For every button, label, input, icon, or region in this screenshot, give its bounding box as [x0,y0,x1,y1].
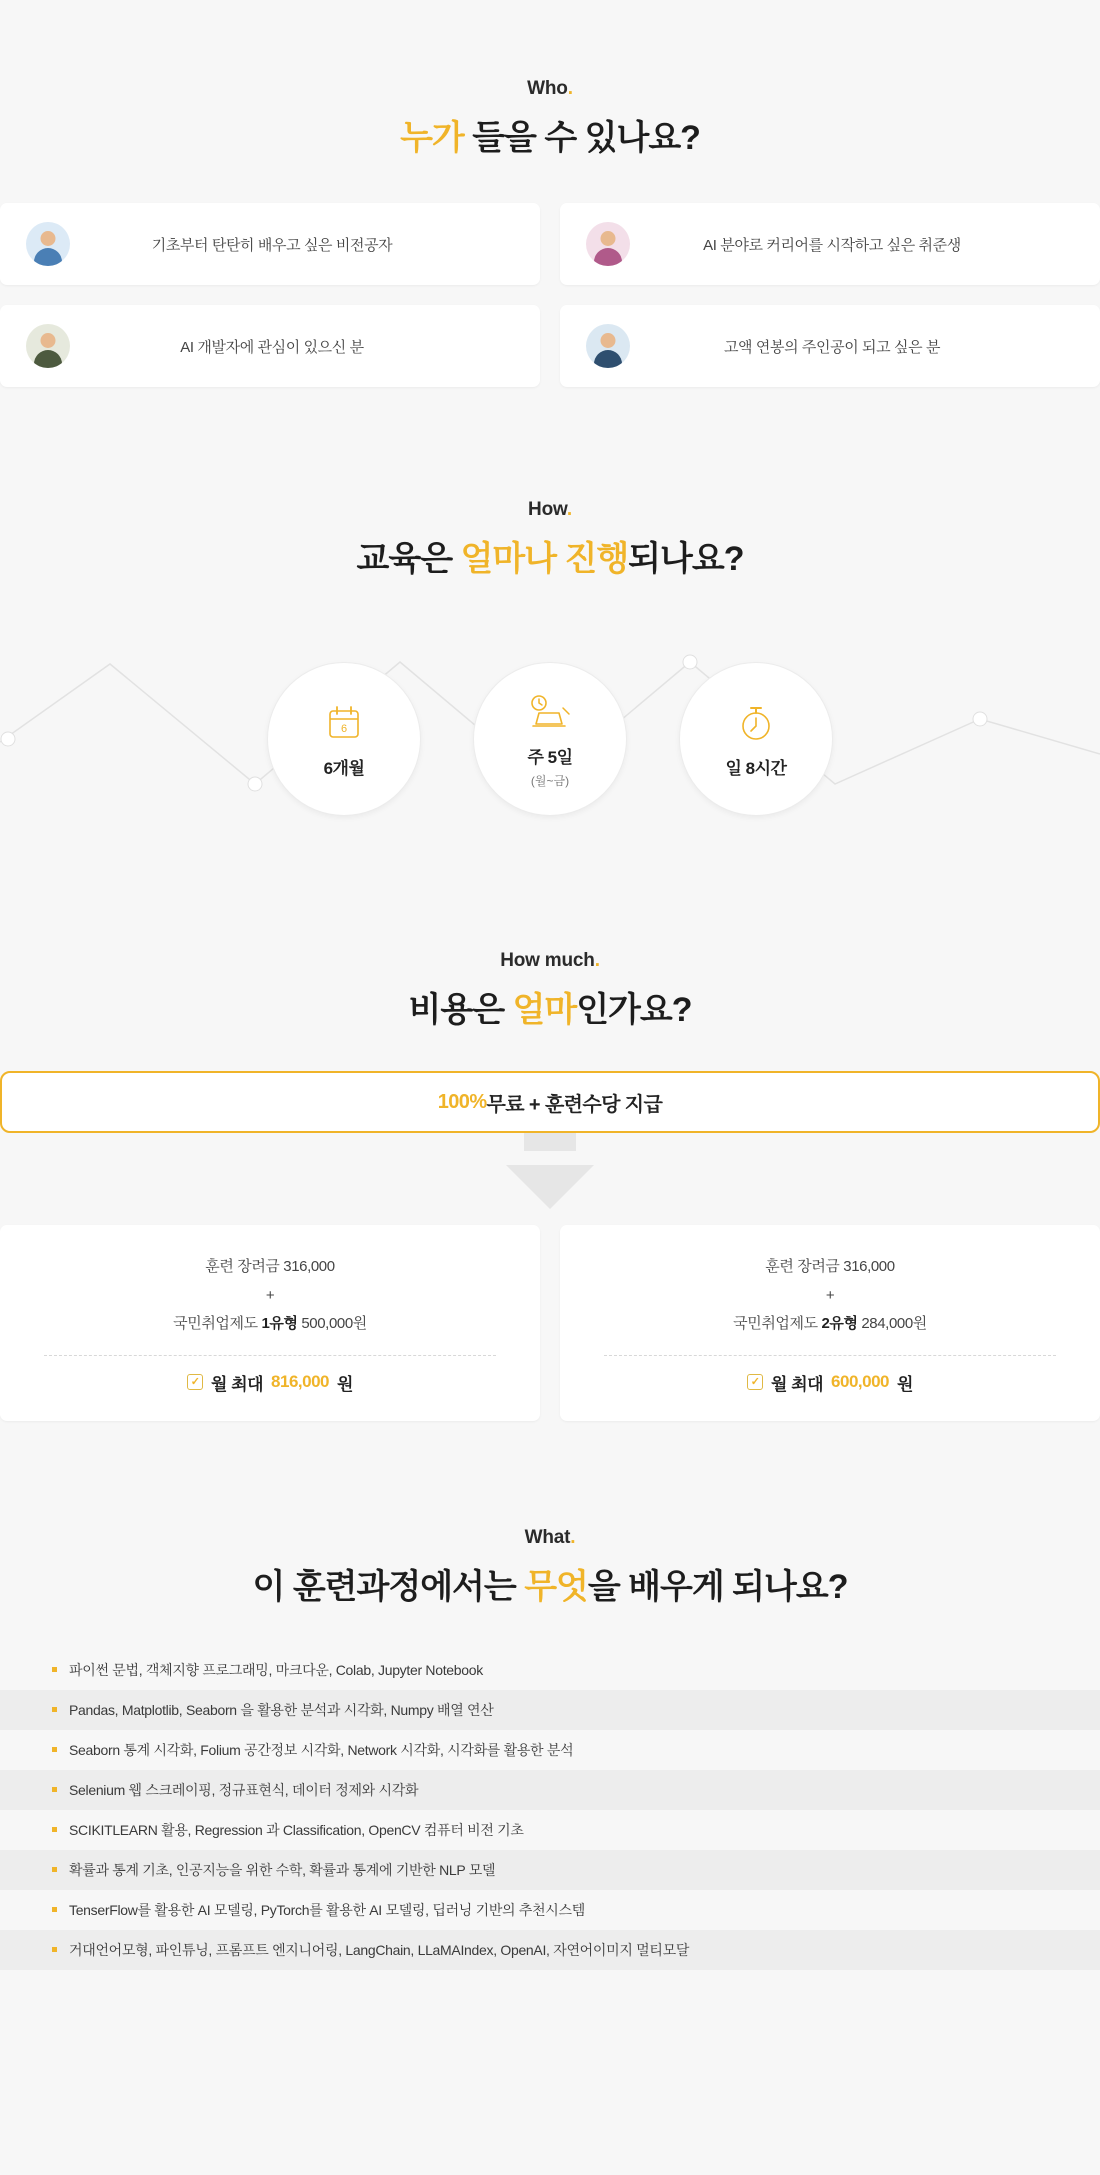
cost-card-total [590,1370,1070,1395]
list-item-label: Pandas, Matplotlib, Seaborn 을 활용한 분석과 시각화, Numpy 배열 연산 [69,1701,494,1718]
cost-card-plus: + [265,1286,275,1304]
who-card [560,203,1100,285]
bullet-icon [52,1867,57,1872]
cost-card-total [30,1370,510,1395]
how-item-label: 주 5일 [527,748,573,767]
how-item-days [473,662,627,816]
bullet-icon [52,1947,57,1952]
who-heading [0,78,1100,159]
cost-banner-rest: 무료 + 훈련수당 지급 [486,1093,663,1116]
list-item-label: SCIKITLEARN 활용, Regression 과 Classification, OpenCV 컴퓨터 비전 기초 [69,1821,524,1838]
cost-total-label: 월 최대 [771,1374,824,1394]
bullet-icon [52,1827,57,1832]
list-item-label: TenserFlow를 활용한 AI 모델링, PyTorch를 활용한 AI 모델링, 딥러닝 기반의 추천시스템 [69,1901,585,1918]
arrow-down-icon [0,1133,1100,1209]
who-card-grid [0,203,1100,387]
how-item-hours [679,662,833,816]
list-item [0,1810,1100,1850]
list-item-label: 거대언어모형, 파인튜닝, 프롬프트 엔지니어링, LangChain, LLaMAIndex, OpenAI, 자연어이미지 멀티모달 [69,1941,690,1958]
who-eyebrow-text: Who [527,78,568,99]
cost-card-grid [0,1225,1100,1421]
who-card-label: AI 개발자에 관심이 있으신 분 [180,338,364,356]
section-how [0,387,1100,854]
what-eyebrow-text: What [524,1526,571,1548]
how-item-sublabel: (월~금) [530,774,570,788]
what-headline-post: 을 배우게 되나요? [587,1567,848,1606]
how-item-label: 일 8시간 [725,758,787,778]
bullet-icon [52,1747,57,1752]
stopwatch-icon [736,700,776,746]
cost-headline [0,982,1100,1031]
who-eyebrow [0,78,1100,100]
cost-card-line2-post: 500,000원 [297,1315,367,1332]
cost-card-line2 [30,1310,510,1339]
who-headline-highlight: 누가 [400,119,464,157]
cost-card-line2-pre: 국민취업제도 [733,1315,822,1332]
who-headline [0,110,1100,159]
what-eyebrow [0,1527,1100,1549]
cost-card-line2-pre: 국민취업제도 [173,1315,262,1332]
avatar-icon [586,324,630,368]
section-what [0,1421,1100,2050]
list-item-label: Selenium 웹 스크레이핑, 정규표현식, 데이터 정제와 시각화 [69,1781,419,1798]
what-headline-highlight: 무엇 [524,1567,588,1606]
bullet-icon [52,1667,57,1672]
cost-total-label: 월 최대 [211,1374,264,1394]
cost-total-amount: 600,000 [831,1372,889,1391]
what-headline-pre: 이 훈련과정에서는 [252,1567,525,1606]
cost-card-line2 [590,1310,1070,1339]
cost-banner [0,1071,1100,1133]
cost-card-line2-bold: 1유형 [261,1315,298,1332]
check-icon: ✓ [747,1374,763,1390]
svg-text:6: 6 [340,722,348,735]
who-card [0,305,540,387]
section-cost [0,854,1100,1421]
eyebrow-dot-icon: . [570,1526,576,1548]
how-eyebrow [0,499,1100,521]
cost-total-unit: 원 [337,1374,353,1394]
who-card-label: AI 분야로 커리어를 시작하고 싶은 취준생 [703,236,961,254]
list-item [0,1930,1100,1970]
cost-eyebrow [0,950,1100,972]
eyebrow-dot-icon: . [566,499,572,520]
cost-headline-highlight: 얼마 [512,991,577,1029]
cost-banner-highlight: 100% [437,1090,487,1113]
who-card [560,305,1100,387]
cost-total-amount: 816,000 [271,1372,329,1391]
list-item [0,1890,1100,1930]
eyebrow-dot-icon: . [567,78,573,99]
cost-headline-post: 인가요? [576,991,692,1029]
cost-card-line2-bold: 2유형 [821,1315,858,1332]
list-item [0,1730,1100,1770]
curriculum-list [0,1650,1100,1970]
cost-card-type2 [560,1225,1100,1421]
avatar-icon [586,222,630,266]
how-item-duration [267,662,421,816]
check-icon: ✓ [187,1374,203,1390]
list-item [0,1770,1100,1810]
list-item [0,1850,1100,1890]
avatar-icon [26,324,70,368]
who-card-label: 고액 연봉의 주인공이 되고 싶은 분 [723,338,941,356]
laptop-clock-icon [525,689,575,735]
what-headline [0,1559,1100,1608]
who-headline-rest: 들을 수 있나요? [463,119,700,157]
list-item [0,1690,1100,1730]
avatar-icon [26,222,70,266]
how-heading [0,499,1100,580]
cost-card-line2-post: 284,000원 [857,1315,927,1332]
bullet-icon [52,1707,57,1712]
cost-heading [0,950,1100,1031]
list-item-label: 확률과 통계 기초, 인공지능을 위한 수학, 확률과 통계에 기반한 NLP 모델 [69,1861,496,1878]
list-item-label: Seaborn 통계 시각화, Folium 공간정보 시각화, Network 시각화, 시각화를 활용한 분석 [69,1741,574,1758]
how-headline [0,531,1100,580]
divider [604,1355,1056,1356]
cost-total-unit: 원 [897,1374,913,1394]
list-item-label: 파이썬 문법, 객체지향 프로그래밍, 마크다운, Colab, Jupyter Notebook [69,1661,483,1678]
cost-card-type1 [0,1225,540,1421]
section-who [0,0,1100,387]
cost-card-line1: 훈련 장려금 316,000 [765,1258,895,1275]
bullet-icon [52,1787,57,1792]
who-card-label: 기초부터 탄탄히 배우고 싶은 비전공자 [151,236,393,254]
how-eyebrow-text: How [528,499,567,520]
how-headline-highlight: 얼마나 진행 [460,540,629,578]
cost-eyebrow-text: How much [500,950,595,971]
how-stage [0,624,1100,854]
who-card [0,203,540,285]
how-item-label: 6개월 [323,758,365,778]
how-headline-post: 되나요? [628,540,744,578]
cost-headline-pre: 비용은 [408,991,513,1029]
how-headline-pre: 교육은 [356,540,461,578]
what-heading [0,1527,1100,1608]
eyebrow-dot-icon: . [594,950,600,971]
how-circle-row [0,624,1100,854]
calendar-icon [324,700,364,746]
divider [44,1355,496,1356]
cost-card-plus: + [825,1286,835,1304]
bullet-icon [52,1907,57,1912]
cost-card-line1: 훈련 장려금 316,000 [205,1258,335,1275]
list-item [0,1650,1100,1690]
